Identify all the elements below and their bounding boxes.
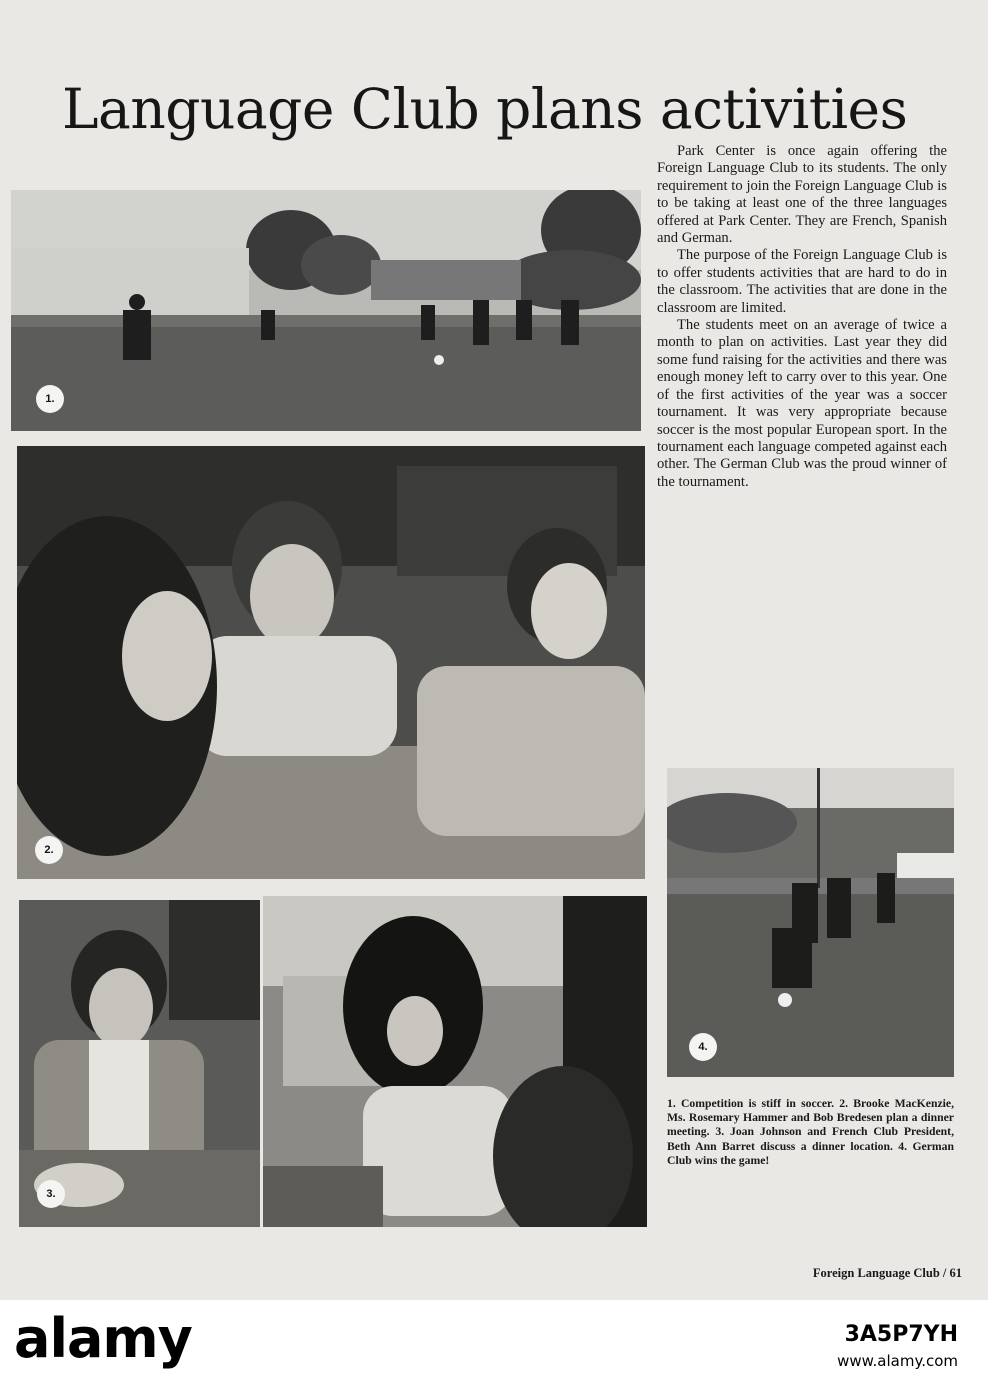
stock-logo: alamy	[14, 1307, 192, 1370]
photo-soccer-field	[11, 190, 641, 431]
photo-joan-johnson	[19, 900, 260, 1227]
soccer-field-image	[11, 190, 641, 431]
article-paragraph: The students meet on an average of twice a month to plan on activities. Last year they did some fund raising for the activities and there was enough money left to carry over to this year. One of the first activities of the year was a soccer tournament. It was very appropriate because soccer is the most popular European sport. In the tournament each language competed against each other. The German Club was the proud winner of the tournament.	[657, 317, 947, 490]
photo-dinner-meeting	[17, 446, 645, 879]
page-folio: Foreign Language Club / 61	[812, 1266, 962, 1280]
page-headline: Language Club plans activities	[62, 76, 908, 141]
photo-captions: 1. Competition is stiff in soccer. 2. Brooke MacKenzie, Ms. Rosemary Hammer and Bob Bredesen plan a dinner meeting. 3. Joan Johnson and French Club President, Beth Ann Barret discuss a dinner location. 4. German Club wins the game!	[667, 1097, 954, 1167]
german-club-soccer-image	[667, 768, 954, 1077]
photo-beth-ann-barret	[263, 896, 647, 1227]
photo-badge-1: 1.	[36, 385, 64, 413]
photo-german-club-soccer	[667, 768, 954, 1077]
article-paragraph: Park Center is once again offering the Foreign Language Club to its students. The only requirement to join the Foreign Language Club is to be taking at least one of the three languages offered at Park Center. They are French, Spanish and German.	[657, 143, 947, 247]
beth-ann-barret-image	[263, 896, 647, 1227]
photo-badge-4: 4.	[689, 1033, 717, 1061]
joan-johnson-image	[19, 900, 260, 1227]
article-paragraph: The purpose of the Foreign Language Club is to offer students activities that are hard to do in the classroom. The activities that are done in the classroom are limited.	[657, 247, 947, 316]
stock-url: www.alamy.com	[837, 1352, 958, 1370]
stock-image-id: 3A5P7YH	[844, 1322, 958, 1347]
article-body	[657, 143, 947, 491]
photo-badge-3: 3.	[37, 1180, 65, 1208]
photo-badge-2: 2.	[35, 836, 63, 864]
dinner-meeting-image	[17, 446, 645, 879]
